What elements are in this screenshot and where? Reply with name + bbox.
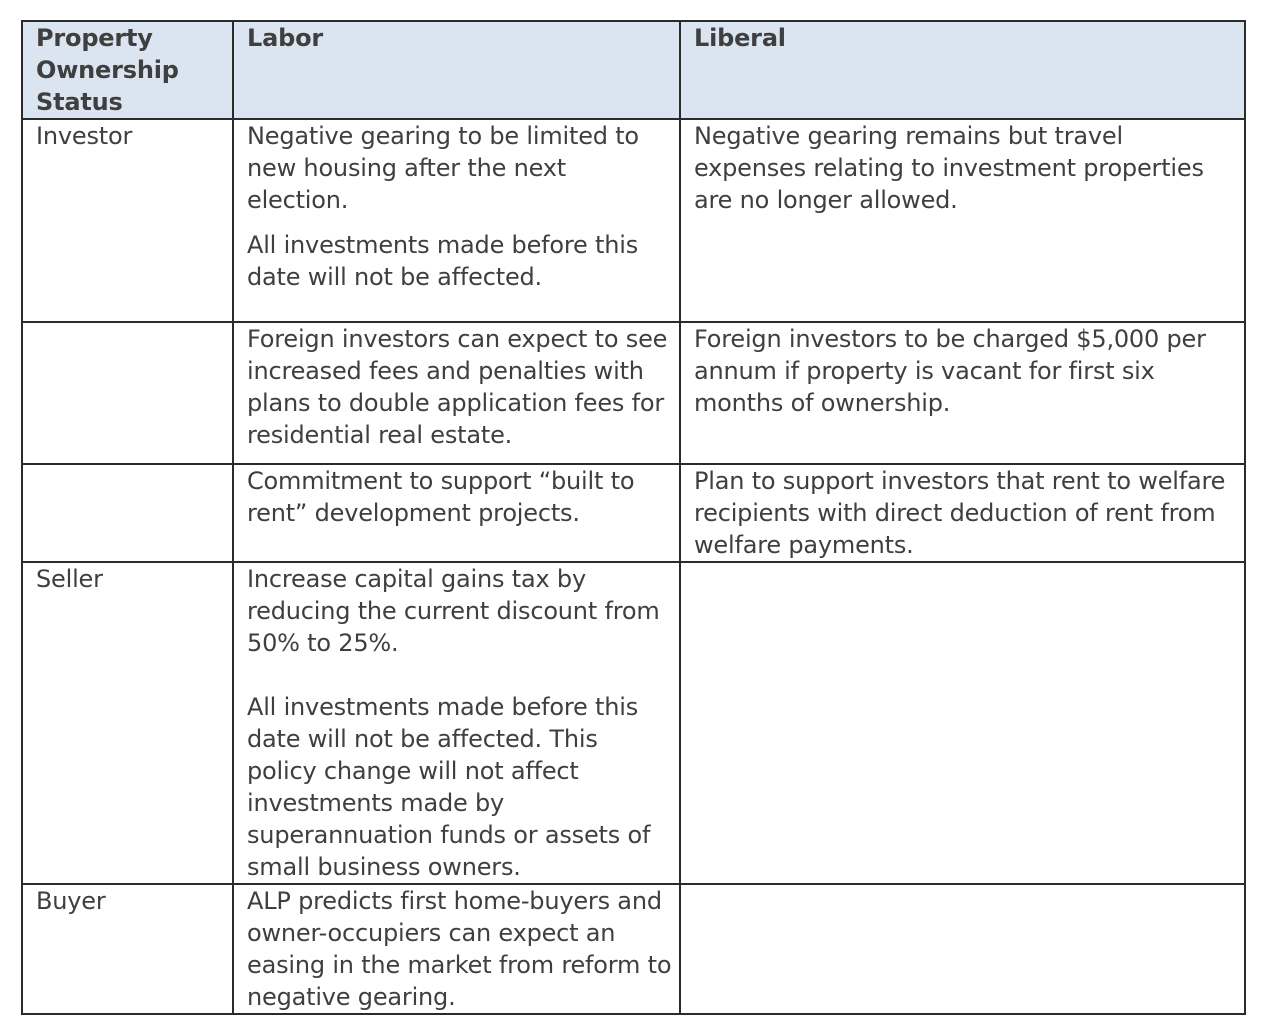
labor-paragraph: ALP predicts first home-buyers and owner-occupiers can expect an easing in the market from reform to negative gearing. [247, 887, 672, 1011]
labor-paragraph: Increase capital gains tax by reducing the current discount from 50% to 25%. [247, 565, 660, 657]
table-row [22, 884, 1245, 1014]
status-cell [22, 322, 233, 464]
liberal-cell [680, 322, 1245, 464]
status-cell [22, 464, 233, 562]
header-liberal: Liberal [680, 21, 1245, 119]
header-labor: Labor [233, 21, 680, 119]
liberal-paragraph: Foreign investors to be charged $5,000 per annum if property is vacant for first six months of ownership. [694, 325, 1206, 417]
table-header [22, 21, 1245, 119]
table-row [22, 464, 1245, 562]
labor-paragraph: Foreign investors can expect to see increased fees and penalties with plans to double application fees for residential real estate. [247, 325, 668, 449]
liberal-cell [680, 119, 1245, 322]
liberal-paragraph: Plan to support investors that rent to welfare recipients with direct deduction of rent from welfare payments. [694, 467, 1226, 559]
liberal-paragraph: Negative gearing remains but travel expenses relating to investment properties are no longer allowed. [694, 122, 1204, 214]
labor-cell [233, 884, 680, 1014]
labor-cell [233, 562, 680, 884]
labor-cell [233, 119, 680, 322]
header-row [22, 21, 1245, 119]
labor-paragraph: All investments made before this date will not be affected. This policy change will not affect investments made by superannuation funds or assets of small business owners. [247, 693, 651, 881]
labor-paragraph: Negative gearing to be limited to new housing after the next election. [247, 122, 639, 214]
labor-cell [233, 464, 680, 562]
table-row [22, 562, 1245, 884]
status-cell: Investor [22, 119, 233, 322]
liberal-cell [680, 884, 1245, 1014]
header-property-ownership-status: Property Ownership Status [22, 21, 233, 119]
table-body [22, 119, 1245, 1014]
liberal-cell [680, 464, 1245, 562]
labor-paragraph: All investments made before this date will not be affected. [247, 231, 639, 291]
labor-paragraph: Commitment to support “built to rent” development projects. [247, 467, 635, 527]
table-row [22, 322, 1245, 464]
table-row [22, 119, 1245, 322]
status-cell: Seller [22, 562, 233, 884]
policy-comparison-table [21, 20, 1246, 1015]
labor-cell [233, 322, 680, 464]
liberal-cell [680, 562, 1245, 884]
status-cell: Buyer [22, 884, 233, 1014]
